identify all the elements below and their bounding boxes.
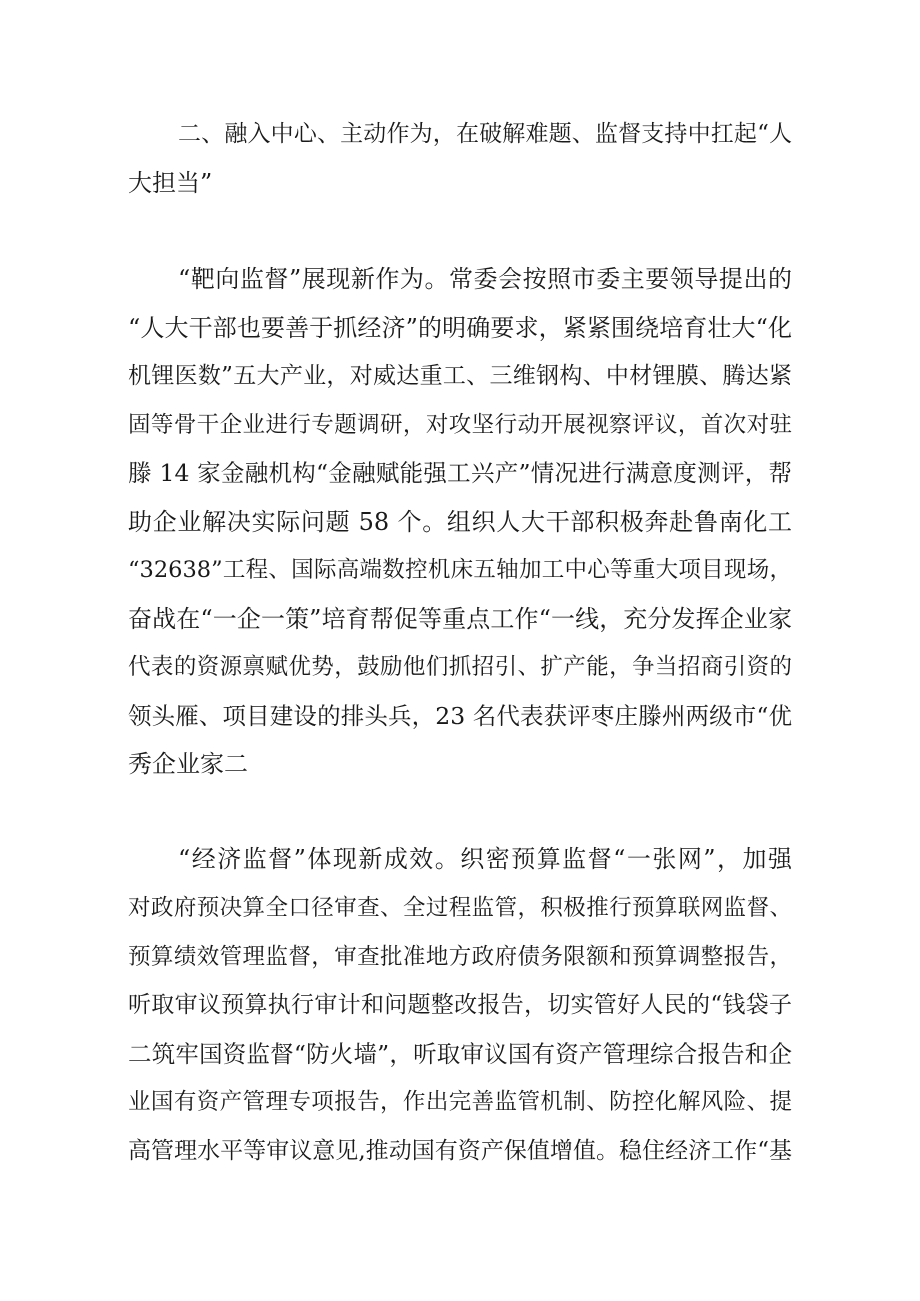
paragraph1-line-11: 秀企业家二 [128, 750, 248, 778]
paragraph1-line-4: 固等骨干企业进行专题调研，对攻坚行动开展视察评议，首次对驻 [128, 412, 792, 438]
paragraph2-line-4: 听取审议预算执行审计和问题整改报告，切实管好人民的“钱袋子 [128, 992, 792, 1018]
heading-line-1: 二、融入中心、主动作为，在破解难题、监督支持中扛起“人 [178, 121, 792, 147]
paragraph1-line-9: 代表的资源禀赋优势，鼓励他们抓招引、扩产能，争当招商引资的 [128, 654, 792, 680]
paragraph1-line-7: “32638”工程、国际高端数控机床五轴加工中心等重大项目现场， [128, 557, 792, 583]
paragraph1-line-1: “靶向监督”展现新作为。常委会按照市委主要领导提出的 [178, 265, 792, 293]
paragraph1-line-6: 助企业解决实际问题 58 个。组织人大干部积极奔赴鲁南化工 [128, 508, 792, 536]
paragraph2-line-1: “经济监督”体现新成效。织密预算监督“一张网”，加强 [178, 845, 792, 873]
paragraph1-line-8: 奋战在“一企一策”培育帮促等重点工作“一线，充分发挥企业家 [128, 605, 792, 633]
paragraph2-line-6: 业国有资产管理专项报告，作出完善监管机制、防控化解风险、提 [128, 1089, 792, 1115]
heading-line-2: 大担当” [128, 169, 213, 197]
paragraph1-line-5: 滕 14 家金融机构“金融赋能强工兴产”情况进行满意度测评，帮 [128, 459, 792, 487]
paragraph2-line-3: 预算绩效管理监督，审查批准地方政府债务限额和预算调整报告， [128, 944, 792, 970]
paragraph2-line-5: 二筑牢国资监督“防火墙”，听取审议国有资产管理综合报告和企 [128, 1040, 792, 1068]
paragraph1-line-2: “人大干部也要善于抓经济”的明确要求，紧紧围绕培育壮大“化 [128, 314, 792, 342]
paragraph1-line-10: 领头雁、项目建设的排头兵，23 名代表获评枣庄滕州两级市“优 [128, 702, 792, 730]
paragraph2-line-7: 高管理水平等审议意见,推动国有资产保值增值。稳住经济工作“基 [128, 1138, 792, 1164]
paragraph1-line-3: 机锂医数”五大产业，对威达重工、三维钢构、中材锂膜、腾达紧 [128, 363, 792, 389]
paragraph2-line-2: 对政府预决算全口径审查、全过程监管，积极推行预算联网监督、 [128, 895, 792, 921]
